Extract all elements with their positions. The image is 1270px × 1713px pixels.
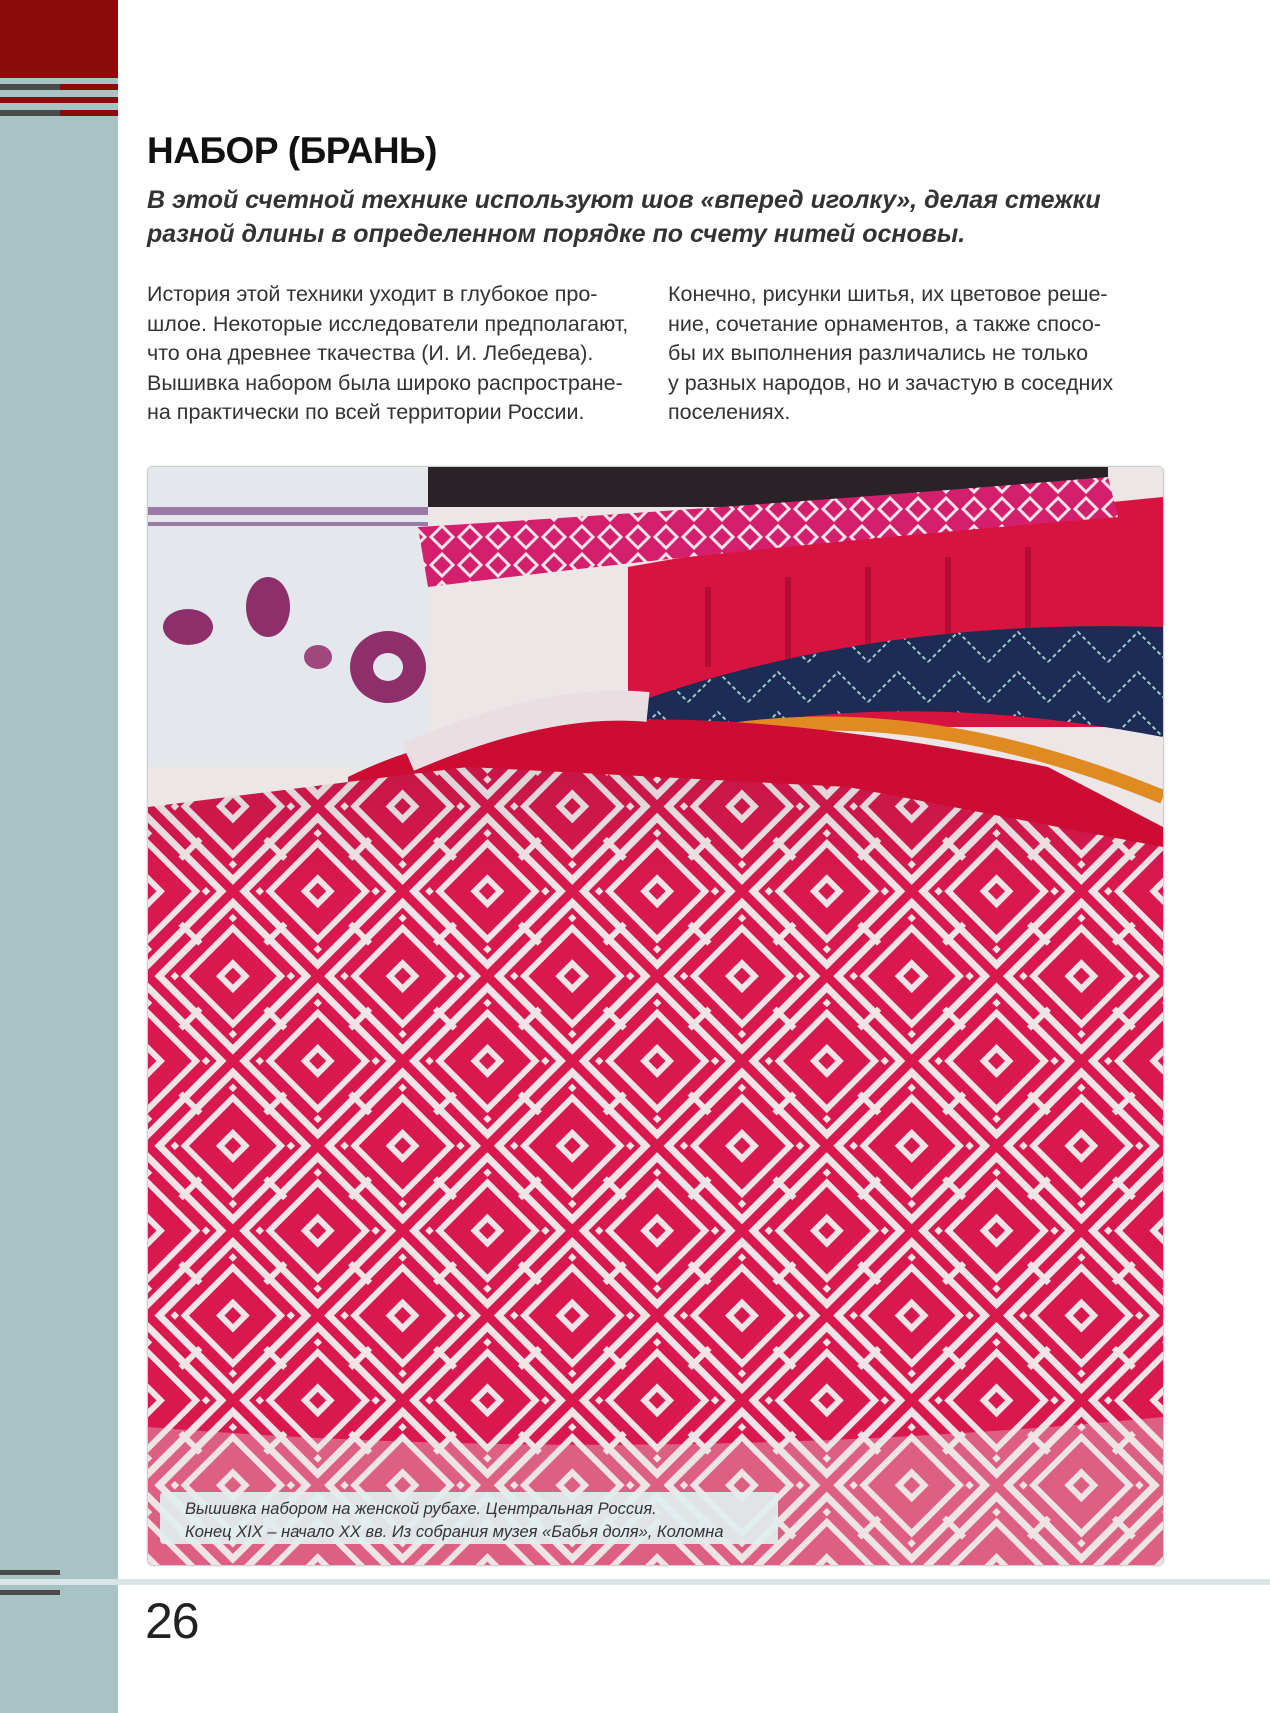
text-column-left (147, 280, 637, 428)
footer-stripe-dark (0, 1570, 60, 1575)
footer-gap (118, 1570, 1270, 1578)
page-number: 26 (145, 1593, 199, 1649)
stripe-dark (0, 84, 60, 90)
page-title: НАБОР (БРАНЬ) (147, 130, 437, 171)
text-line: что она древнее ткачества (И. И. Лебедева). (147, 341, 594, 365)
embroidery-photo (147, 466, 1164, 1566)
text-line: шлое. Некоторые исследователи предполагают, (147, 311, 629, 336)
footer-stripe-dark (0, 1590, 60, 1595)
photo-caption (160, 1492, 778, 1544)
subtitle-line: разной длины в определенном порядке по счету нитей основы. (147, 220, 966, 248)
text-line: поселениях. (668, 400, 791, 424)
text-line: на практически по всей территории России. (147, 400, 585, 424)
text-line: История этой техники уходит в глубокое про- (147, 282, 598, 306)
stripe-red (0, 97, 118, 103)
text-line: ние, сочетание орнаментов, а также спосо- (668, 311, 1102, 336)
caption-line: Вышивка набором на женской рубахе. Центральная Россия. (185, 1500, 657, 1518)
text-line: у разных народов, но и зачастую в соседних (668, 370, 1114, 395)
caption-line: Конец XIX – начало XX вв. Из собрания музея «Бабья доля», Коломна (185, 1523, 724, 1541)
sidebar-band (0, 0, 118, 1713)
subtitle-line: В этой счетной технике используют шов «вперед иголку», делая стежки (147, 186, 1101, 214)
page-subtitle (147, 183, 1147, 251)
text-line: бы их выполнения различались не только (668, 341, 1089, 365)
text-line: Конечно, рисунки шитья, их цветовое реше- (668, 282, 1108, 306)
stripe-dark (0, 110, 60, 116)
sidebar-top-block (0, 0, 118, 78)
text-line: Вышивка набором была широко распростране- (147, 370, 623, 395)
text-column-right (668, 280, 1158, 428)
footer-rule (0, 1579, 1270, 1585)
